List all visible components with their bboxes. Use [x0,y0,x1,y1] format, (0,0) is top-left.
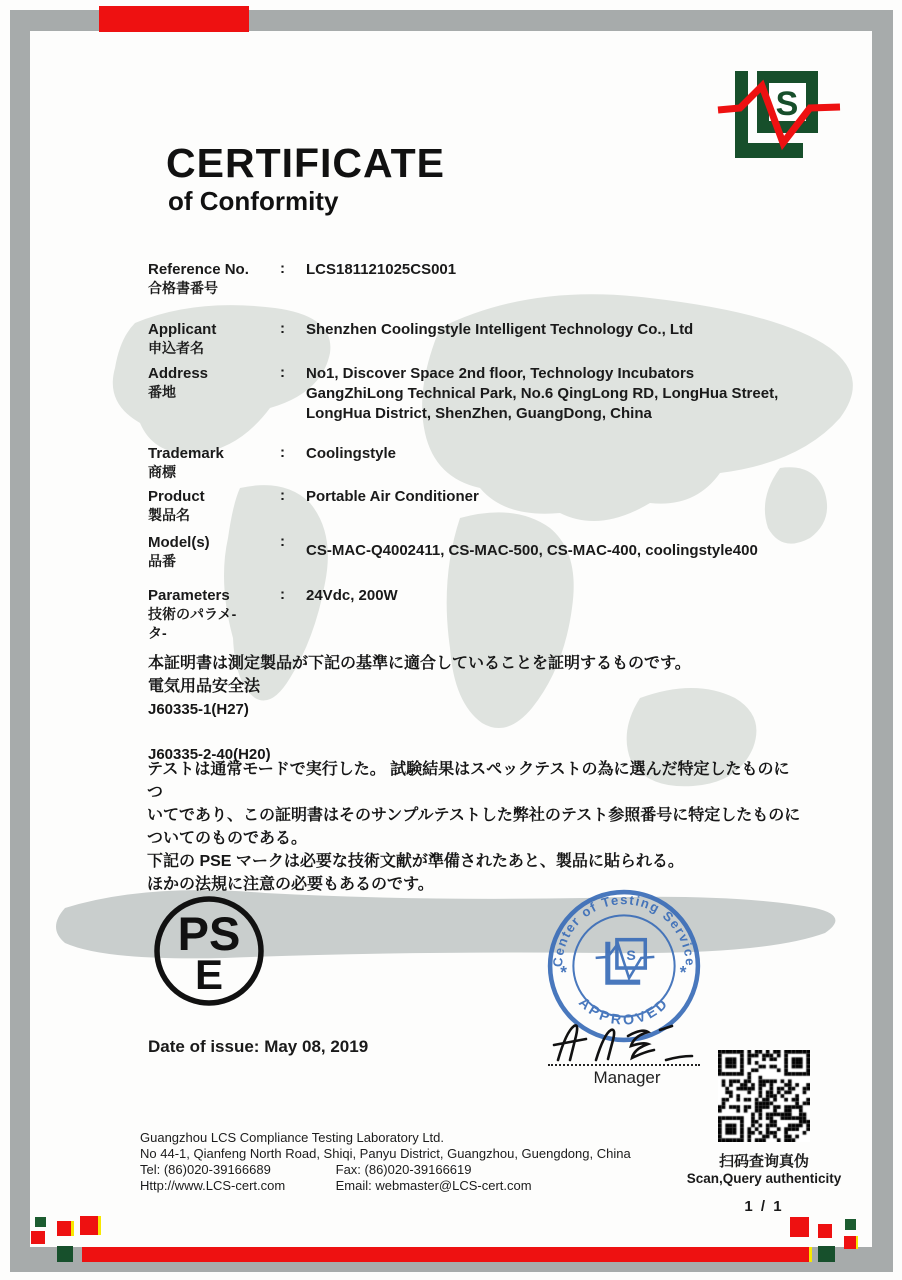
pse-text-ps: PS [177,907,241,960]
statement-line: 本証明書は測定製品が下記の基準に適合していることを証明するものです。 [148,655,691,672]
field-reference-no [148,260,786,298]
notes-line: テストは通常モードで実行した。 試験結果はスペックテストの為に選んだ特定したものにつ [147,761,790,801]
colon: : [280,533,285,550]
page-number: 1 / 1 [744,1198,784,1215]
stamp-logo-letter: S [626,947,636,964]
footer-email: Email: webmaster@LCS-cert.com [335,1178,532,1193]
field-address [148,364,786,424]
field-label-jp: 合格書番号 [148,280,218,296]
lcs-logo [700,58,900,168]
field-product [148,487,786,525]
field-label-jp2: タ- [148,625,167,641]
field-value: Portable Air Conditioner [306,488,479,505]
notes-paragraph [147,758,802,896]
notes-line: いてであり、この証明書はそのサンプルテストした弊社のテスト参照番号に特定したものに [147,807,801,824]
pse-text-e: E [194,951,224,998]
svg-text:Center of Testing Service [550,892,698,967]
qr-code [718,1050,810,1142]
footer-web: Http://www.LCS-cert.com [140,1178,286,1193]
stamp-star-right: * [679,962,687,983]
colon: : [280,320,285,337]
conformity-statement [148,652,798,766]
colon: : [280,586,285,603]
lcs-logo-letter: S [775,85,799,123]
field-value-line: No1, Discover Space 2nd floor, Technology Incubators [306,365,695,382]
field-trademark [148,444,786,482]
field-value: Coolingstyle [306,445,397,462]
colon: : [280,444,285,461]
field-parameters [148,586,786,643]
field-value-line: LongHua District, ShenZhen, GuangDong, China [306,405,652,422]
footer-tel: Tel: (86)020-39166689 [140,1162,271,1177]
field-value: 24Vdc, 200W [306,587,398,604]
pse-mark [146,893,272,1009]
notes-line: 下記の PSE マークは必要な技術文献が準備されたあと、製品に貼られる。 [147,853,684,870]
field-value: Shenzhen Coolingstyle Intelligent Technology Co., Ltd [306,321,694,338]
field-value: LCS181121025CS001 [306,261,457,278]
standard-1: J60335-1(H27) [148,701,249,718]
notes-line: ついてのものである。 [147,830,308,847]
qr-caption-en: Scan,Query authenticity [686,1171,842,1186]
stamp-arc-bottom-text: APPROVED [575,994,673,1029]
field-label-jp: 番地 [148,384,176,400]
page-title: CERTIFICATE [166,140,446,186]
colon: : [280,364,285,381]
manager-label: Manager [593,1068,661,1087]
date-of-issue: Date of issue: May 08, 2019 [148,1037,369,1056]
stamp-arc-top-text: Center of Testing Service [550,892,698,968]
qr-caption-cn: 扫码查询真伪 [718,1153,809,1170]
field-label-jp: 製品名 [148,507,190,523]
field-label: Trademark [148,445,224,462]
field-applicant [148,320,786,358]
footer-contact [140,1130,631,1194]
field-label-jp: 技術のパラメ- [148,606,237,622]
field-label-jp: 品番 [148,553,176,569]
stamp-star-left: * [560,962,567,983]
stamp-lcs-logo [596,940,655,983]
qr-block [668,1050,860,1215]
field-label: Applicant [148,321,217,338]
statement-line: 電気用品安全法 [148,678,261,695]
standard-2: J60335-2-40(H20) [148,746,271,763]
colon: : [280,487,285,504]
field-label: Model(s) [148,534,210,551]
footer-company: Guangzhou LCS Compliance Testing Laboratory Ltd. [140,1130,445,1145]
footer-address: No 44-1, Qianfeng North Road, Shiqi, Panyu District, Guangzhou, Guengdong, China [140,1146,631,1161]
field-label: Parameters [148,587,230,604]
colon: : [280,260,285,277]
field-label: Product [148,488,205,505]
notes-line: ほかの法規に注意の必要もあるのです。 [147,876,434,893]
field-models [148,533,786,571]
field-label: Address [148,365,209,382]
footer-fax: Fax: (86)020-39166619 [335,1162,472,1177]
field-value: CS-MAC-Q4002411, CS-MAC-500, CS-MAC-400, coolingstyle400 [306,542,758,559]
field-value-line: GangZhiLong Technical Park, No.6 QingLong RD, LongHua Street, [306,385,779,402]
field-label: Reference No. [148,261,249,278]
page-subtitle: of Conformity [168,186,339,216]
field-label-jp: 申込者名 [148,340,204,356]
field-label-jp: 商標 [148,464,176,480]
